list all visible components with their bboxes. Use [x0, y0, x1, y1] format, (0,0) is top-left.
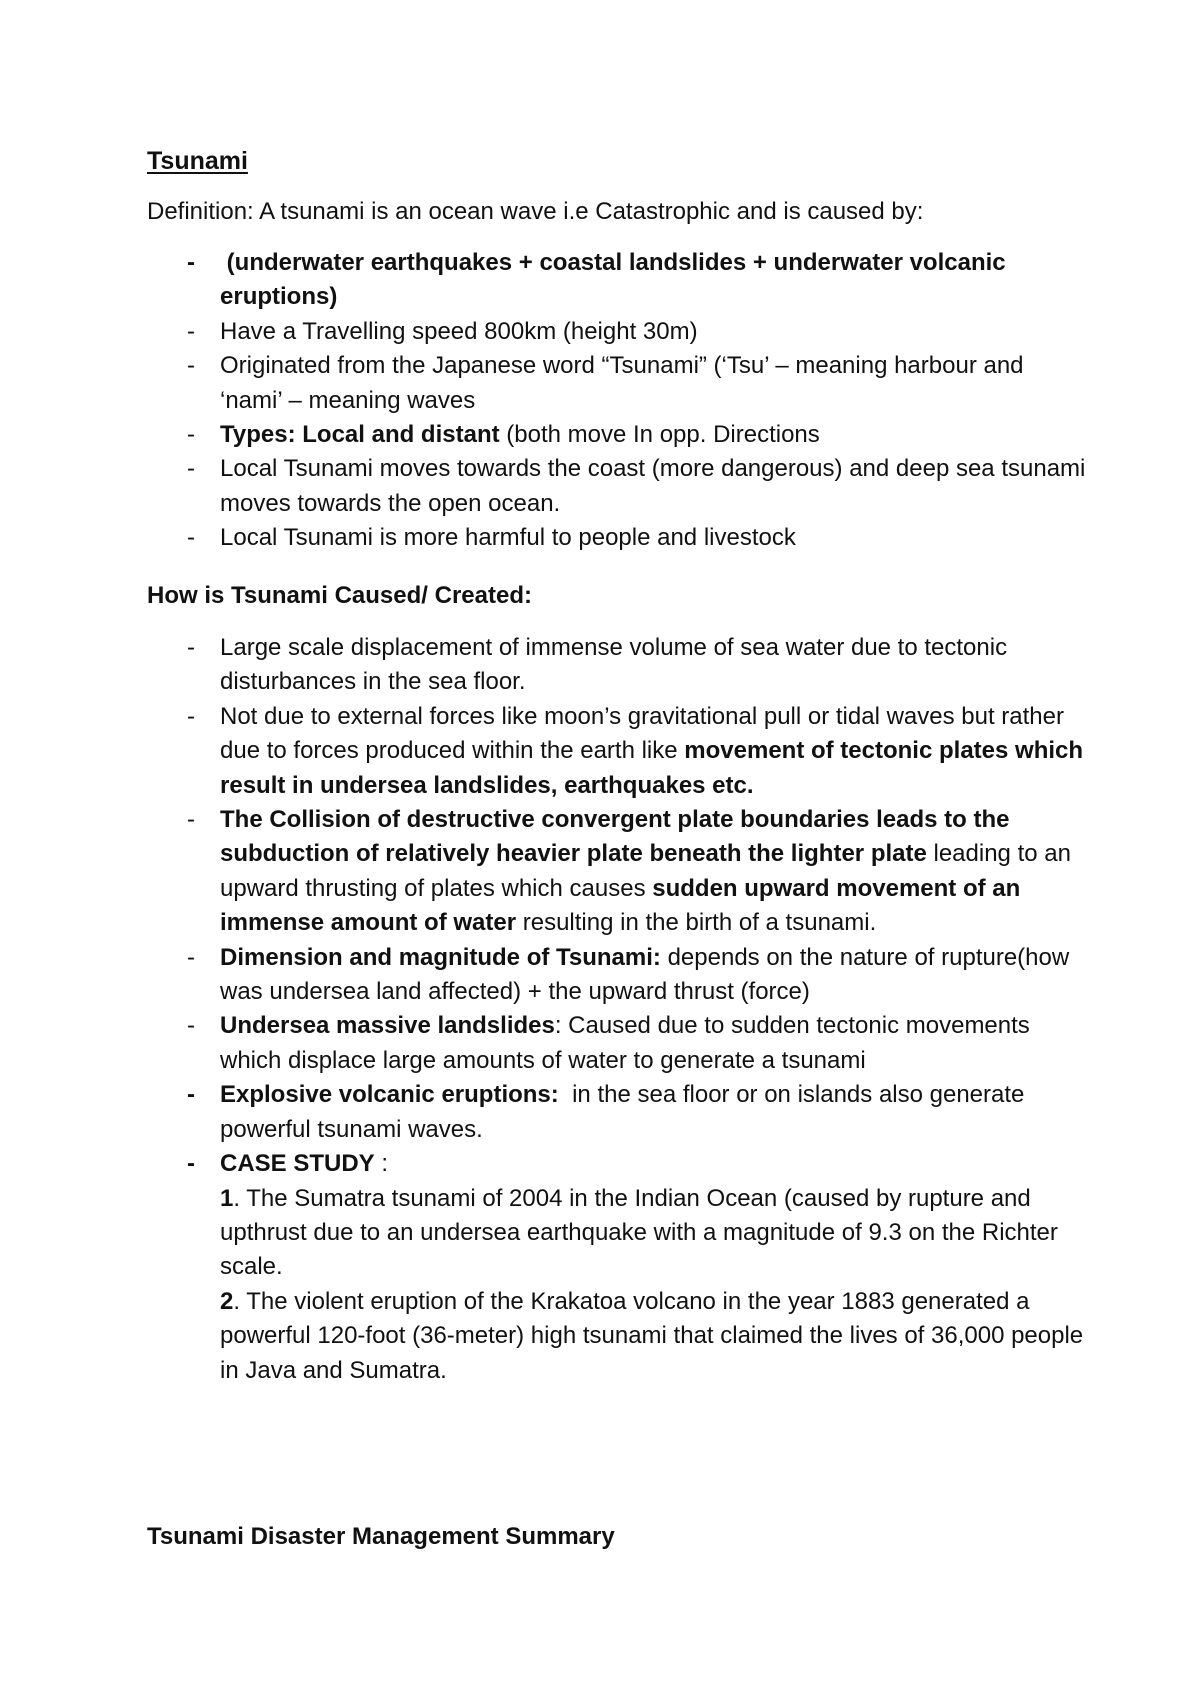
causes-bullet-list [187, 631, 1087, 1388]
case-study-entry [220, 1285, 1087, 1388]
case-study-text: . The violent eruption of the Krakatoa volcano in the year 1883 generated a powerful 120-foot (36-meter) high tsunami that claimed the lives of 36,000 people in Java and Sumatra. [220, 1287, 1084, 1384]
bullet-text-bold: (underwater earthquakes + coastal landslides + underwater volcanic eruptions) [220, 249, 1006, 311]
bullet-text: Not due to external forces like moon’s gravitational pull or tidal waves but rather due to forces produced within the earth like [220, 702, 1064, 765]
list-item [187, 1078, 1087, 1147]
document-title: Tsunami [147, 147, 248, 175]
list-item [187, 700, 1087, 803]
bullet-text: depends on the nature of rupture(how was undersea land affected) + the upward thrust (force) [220, 943, 1070, 1006]
list-item [187, 349, 1087, 418]
list-item [187, 803, 1087, 941]
list-item [187, 418, 1087, 452]
list-item [187, 941, 1087, 1010]
list-item [187, 246, 1087, 315]
bullet-text-bold: The Collision of destructive convergent plate boundaries leads to the subduction of relatively heavier plate beneath the lighter plate [220, 806, 1010, 868]
bullet-text-bold: Explosive volcanic eruptions: [220, 1081, 559, 1109]
bullet-dash: - [187, 524, 195, 552]
bullet-text: leading to an upward thrusting of plates which causes [220, 840, 1071, 902]
case-study-number: 1 [220, 1184, 234, 1212]
bullet-text: Large scale displacement of immense volume of sea water due to tectonic disturbances in the sea floor. [220, 634, 1008, 696]
bullet-dash: - [187, 1012, 195, 1040]
bullet-dash: - [187, 634, 195, 661]
bullet-text-bold: Dimension and magnitude of Tsunami: [220, 943, 661, 971]
case-study-label: CASE STUDY [220, 1150, 375, 1178]
intro-bullet-list [187, 246, 1087, 556]
bullet-dash: - [187, 249, 195, 276]
bullet-dash: - [187, 1081, 195, 1109]
bullet-text: Originated from the Japanese word “Tsunami” (‘Tsu’ – meaning harbour and ‘nami’ – meaning waves [220, 352, 1024, 414]
bullet-text: resulting in the birth of a tsunami. [516, 909, 877, 937]
list-item [187, 631, 1087, 700]
list-item [187, 452, 1087, 521]
list-item [187, 315, 1087, 349]
bullet-text-bold: sudden upward movement of an immense amount of water [220, 874, 1021, 937]
case-study-item [187, 1147, 1087, 1388]
bullet-dash: - [187, 455, 195, 483]
case-study-label-suffix: : [374, 1150, 389, 1178]
bullet-text-bold: Types: Local and distant [220, 421, 500, 449]
bullet-text: Local Tsunami is more harmful to people and livestock [220, 524, 796, 552]
bullet-text: in the sea floor or on islands also generate powerful tsunami waves. [220, 1081, 1025, 1143]
bullet-dash: - [187, 702, 195, 730]
bullet-text: (both move In opp. Directions [499, 421, 820, 449]
bullet-dash: - [187, 421, 195, 449]
bullet-text: Have a Travelling speed 800km (height 30m) [220, 317, 698, 345]
bullet-text-bold: Undersea massive landslides [220, 1012, 555, 1040]
case-study-text: . The Sumatra tsunami of 2004 in the Indian Ocean (caused by rupture and upthrust due to an undersea earthquake with a magnitude of 9.3 on the Richter scale. [220, 1184, 1058, 1281]
list-item [187, 1009, 1087, 1078]
bullet-dash: - [187, 1150, 195, 1178]
bullet-text: Local Tsunami moves towards the coast (more dangerous) and deep sea tsunami moves towards the open ocean. [220, 455, 1086, 517]
definition-text: Definition: A tsunami is an ocean wave i.e Catastrophic and is caused by: [147, 198, 924, 225]
bullet-dash: - [187, 317, 195, 345]
causes-heading: How is Tsunami Caused/ Created: [147, 582, 532, 609]
bullet-text-bold: movement of tectonic plates which result in undersea landslides, earthquakes etc. [220, 737, 1084, 799]
list-item [187, 521, 1087, 555]
bullet-dash: - [187, 943, 195, 971]
bullet-text: : Caused due to sudden tectonic movements which displace large amounts of water to generate a tsunami [220, 1012, 1030, 1074]
bullet-dash: - [187, 806, 195, 834]
bullet-dash: - [187, 352, 195, 380]
management-heading: Tsunami Disaster Management Summary [147, 1523, 615, 1550]
case-study-number: 2 [220, 1287, 234, 1315]
case-study-entry [220, 1182, 1087, 1285]
